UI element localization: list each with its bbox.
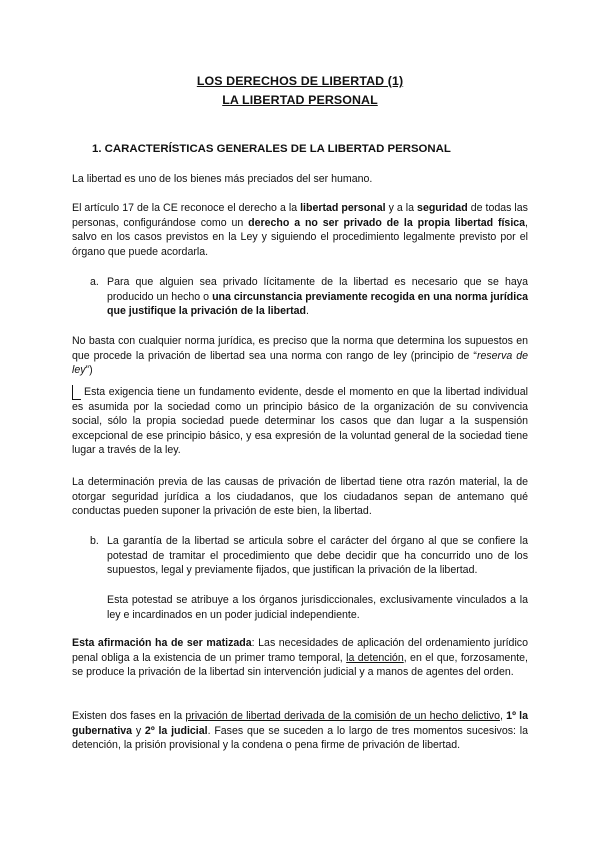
document-title: LOS DERECHOS DE LIBERTAD (1)	[196, 74, 404, 88]
list-item-a: Para que alguien sea privado lícitamente de la libertad es necesario que se haya producido un hecho o una circunstancia previamente recogida en una norma jurídica que justifique la privación de la libertad.	[107, 276, 528, 318]
list-marker-a: a.	[90, 276, 99, 288]
paragraph-fundamento: Esta exigencia tiene un fundamento evidente, desde el momento en que la libertad individual es asumida por la sociedad como un principio básico de la organización de su convivencia social, sólo la propia sociedad puede determinar los casos que dan lugar a la suspensión excepcional de ese principio básico, y esa expresión de la voluntad general de la sociedad tiene lugar a través de la ley.	[72, 386, 528, 457]
section-heading: 1. CARACTERÍSTICAS GENERALES DE LA LIBERTAD PERSONAL	[92, 143, 451, 155]
paragraph-reserva-de-ley: No basta con cualquier norma jurídica, es preciso que la norma que determina los supuestos en que procede la privación de libertad sea una norma con rango de ley (principio de “reserva de ley”)	[72, 335, 528, 377]
paragraph-matizada: Esta afirmación ha de ser matizada: Las necesidades de aplicación del ordenamiento jurídico penal obliga a la existencia de un primer tramo temporal, la detención, en el que, forzosamente, se produce la privación de la libertad sin intervención judicial y a manos de agentes del orden.	[72, 637, 528, 679]
list-item-b-detail: Esta potestad se atribuye a los órganos jurisdiccionales, exclusivamente vinculados a la ley e incardinados en un poder judicial independiente.	[107, 594, 528, 621]
paragraph-article-17: El artículo 17 de la CE reconoce el derecho a la libertad personal y a la seguridad de todas las personas, configurándose como un derecho a no ser privado de la propia libertad física, salvo en los casos previstos en la Ley y siguiendo el procedimiento legalmente previsto por el órgano que puede acordarla.	[72, 202, 528, 258]
document-subtitle: LA LIBERTAD PERSONAL	[222, 93, 378, 107]
paragraph-fases: Existen dos fases en la privación de libertad derivada de la comisión de un hecho delictivo, 1º la gubernativa y 2º la judicial. Fases que se suceden a lo largo de tres momentos sucesivos: la detención, la prisión provisional y la condena o pena firme de privación de libertad.	[72, 710, 529, 752]
paragraph-determinacion-previa: La determinación previa de las causas de privación de libertad tiene otra razón material, la de otorgar seguridad jurídica a los ciudadanos, que los ciudadanos sepan de antemano qué conductas pueden suponer la privación de este bien, la libertad.	[72, 476, 528, 518]
list-marker-b: b.	[90, 535, 99, 547]
list-item-b: La garantía de la libertad se articula sobre el carácter del órgano al que se confiere la potestad de tramitar el procedimiento que debe decidir que ha concurrido uno de los supuestos, legal y previamente fijados, que justifican la privación de la libertad.	[107, 535, 528, 577]
paragraph-intro: La libertad es uno de los bienes más preciados del ser humano.	[72, 173, 373, 185]
